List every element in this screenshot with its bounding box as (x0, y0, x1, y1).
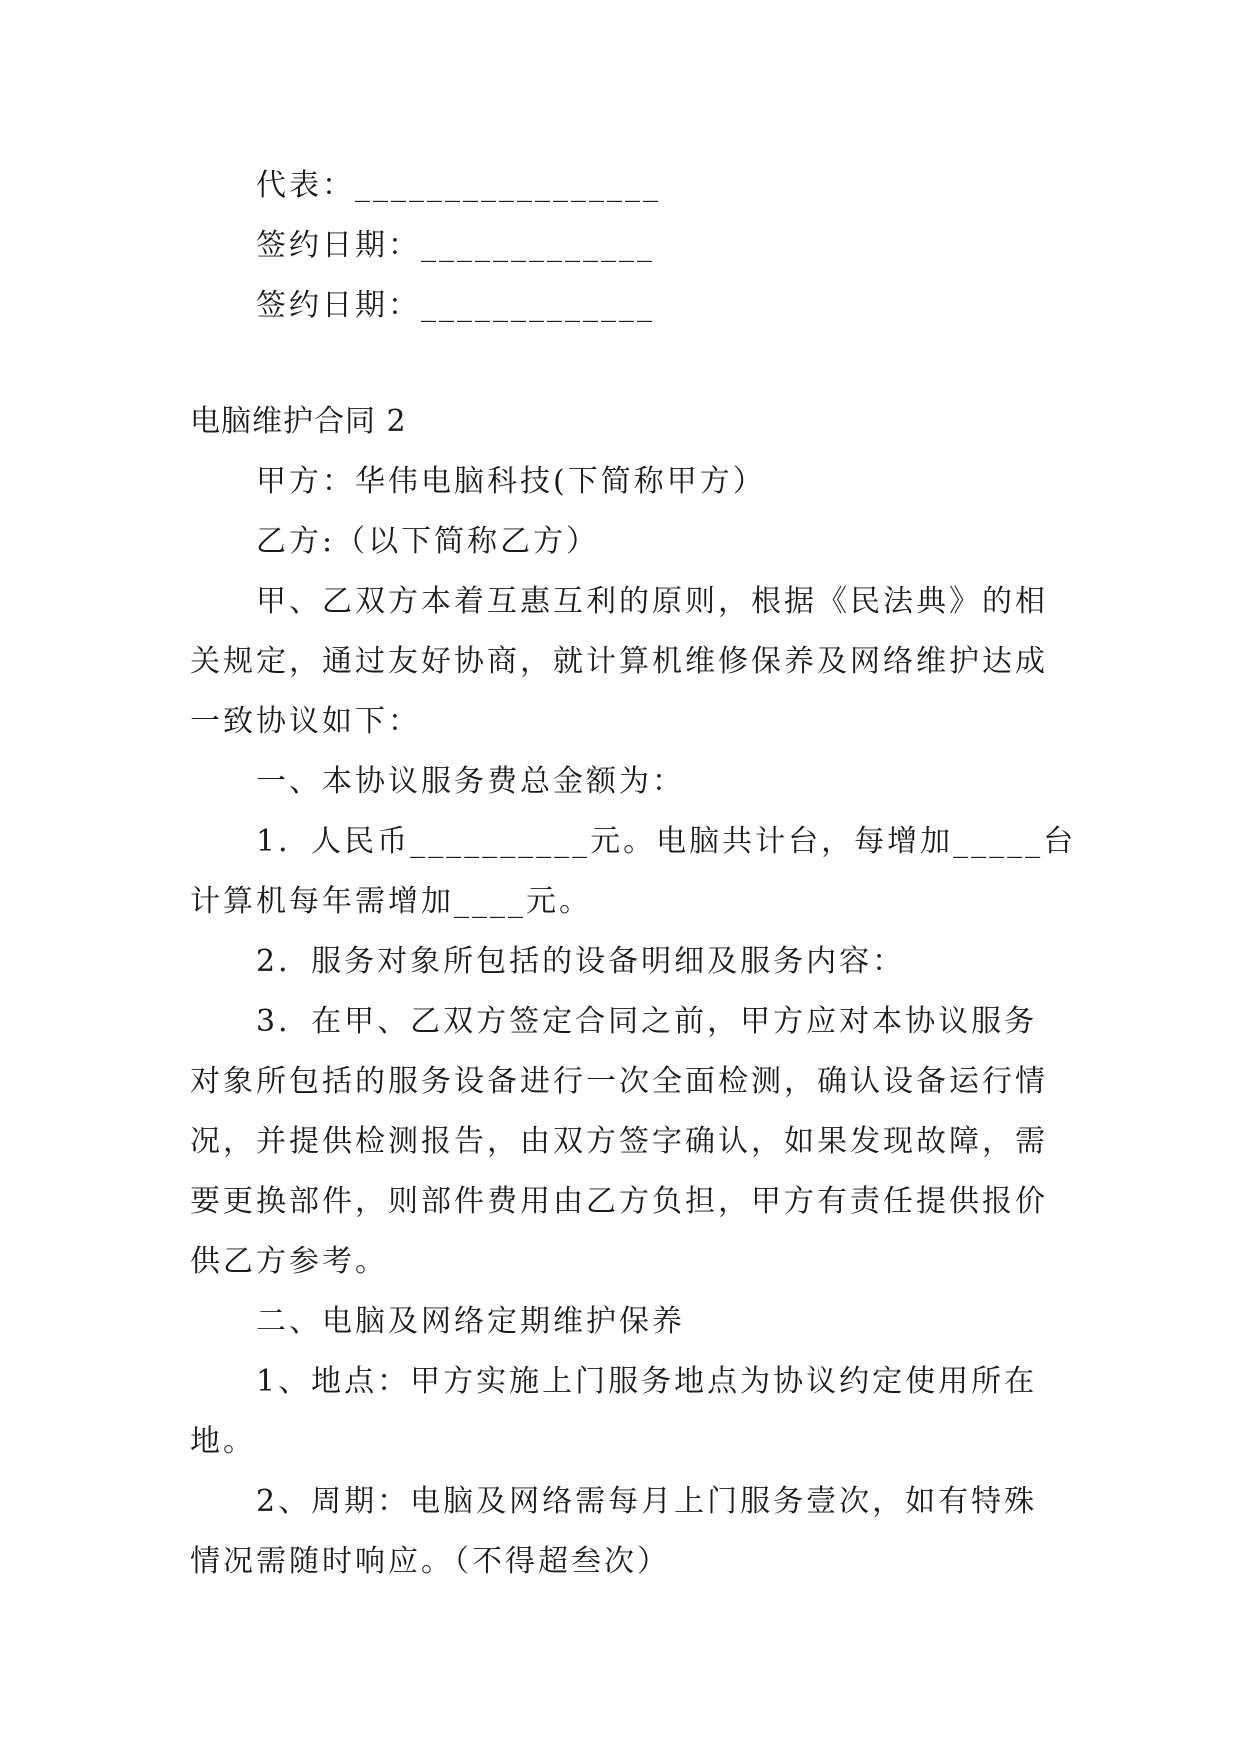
party-a: 甲方：华伟电脑科技(下简称甲方） (256, 464, 766, 499)
clause-line: 对象所包括的服务设备进行一次全面检测，确认设备运行情 (190, 1064, 1048, 1099)
section-heading: 二、电脑及网络定期维护保养 (256, 1304, 685, 1339)
intro-paragraph-line: 关规定，通过友好协商，就计算机维修保养及网络维护达成 (190, 644, 1048, 679)
clause-line: 地。 (190, 1424, 256, 1459)
party-b: 乙方:（以下简称乙方） (256, 524, 600, 559)
clause-line: 供乙方参考。 (190, 1244, 388, 1279)
sign-date-line: 签约日期：_____________ (256, 228, 655, 263)
section-heading: 一、本协议服务费总金额为： (256, 764, 685, 799)
contract-title: 电脑维护合同 2 (190, 404, 407, 439)
clause-line: 况，并提供检测报告，由双方签字确认，如果发现故障，需 (190, 1124, 1048, 1159)
clause-line: 情况需随时响应。（不得超叁次） (190, 1544, 670, 1579)
representative-line: 代表：_________________ (256, 168, 661, 203)
clause-line: 要更换部件，则部件费用由乙方负担，甲方有责任提供报价 (190, 1184, 1048, 1219)
intro-paragraph-line: 甲、乙双方本着互惠互利的原则，根据《民法典》的相 (256, 584, 1048, 619)
clause-line: 2、周期：电脑及网络需每月上门服务壹次，如有特殊 (256, 1484, 1038, 1519)
clause-line: 1、地点：甲方实施上门服务地点为协议约定使用所在 (256, 1364, 1038, 1399)
clause-line: 3．在甲、乙双方签定合同之前，甲方应对本协议服务 (256, 1004, 1038, 1039)
clause-line: 计算机每年需增加____元。 (190, 884, 592, 919)
intro-paragraph-line: 一致协议如下： (190, 704, 421, 739)
clause-line: 1．人民币__________元。电脑共计台，每增加_____台 (256, 824, 1077, 859)
sign-date-line: 签约日期：_____________ (256, 288, 655, 323)
clause-line: 2．服务对象所包括的设备明细及服务内容： (256, 944, 906, 979)
